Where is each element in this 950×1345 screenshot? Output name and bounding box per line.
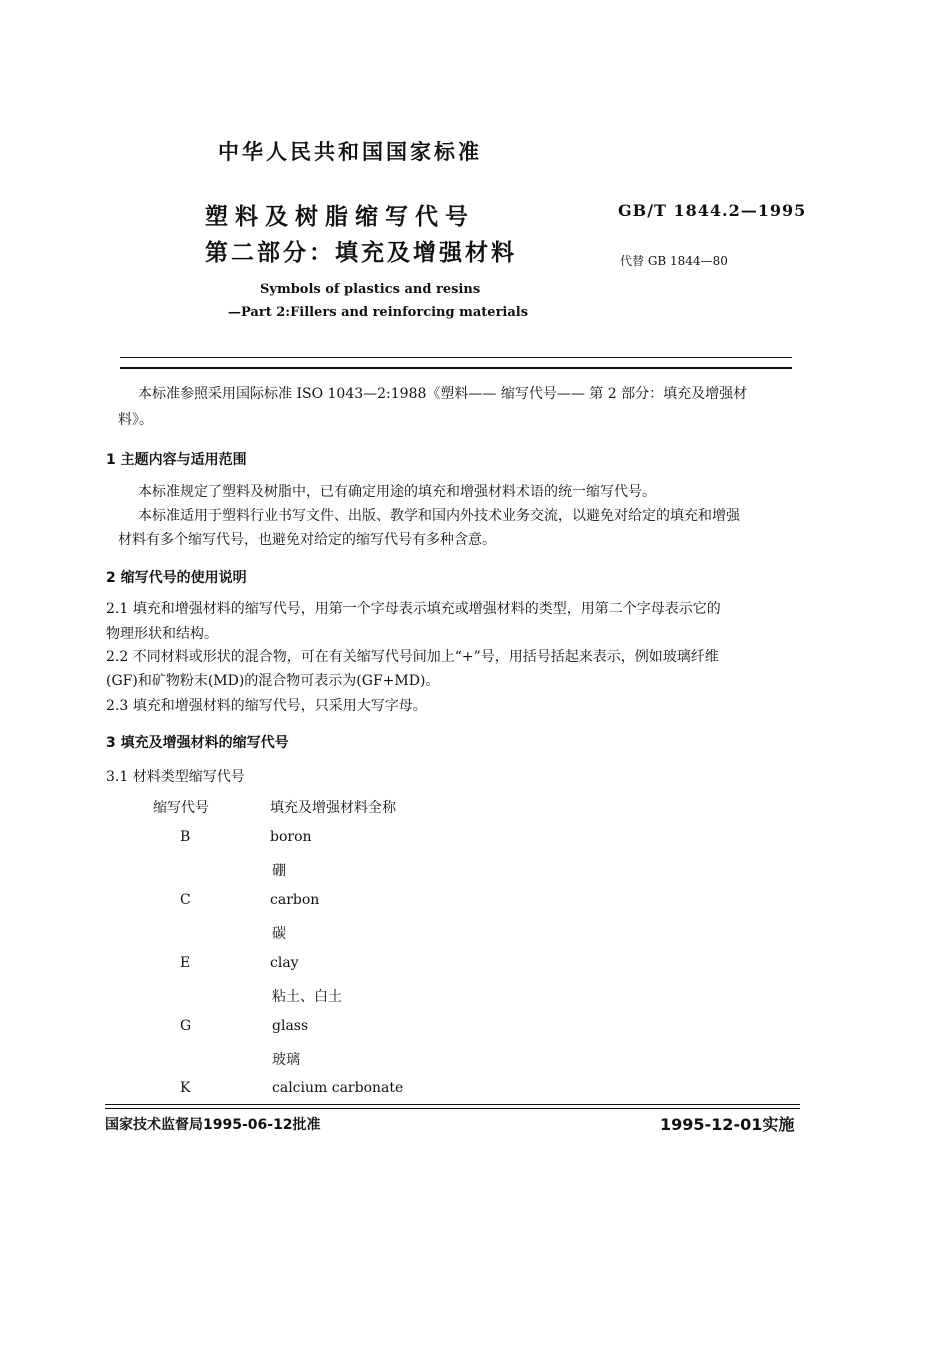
table-row-name-cn: 粘土、白土 [272, 989, 342, 1005]
title-en-line1: Symbols of plastics and resins [260, 282, 481, 297]
title-cn-line1: 塑料及树脂缩写代号 [205, 204, 475, 230]
intro-line2: 料》。 [118, 412, 153, 428]
table-row-code: G [180, 1018, 192, 1034]
intro-line1: 本标准参照采用国际标准 ISO 1043—2:1988《塑料—— 缩写代号—— 第 2 部分：填充及增强材 [138, 386, 748, 402]
approval-note: 国家技术监督局1995-06-12批准 [105, 1117, 321, 1133]
footer-rule-bottom [105, 1108, 800, 1109]
section1-para2-line1: 本标准适用于塑料行业书写文件、出版、教学和国内外技术业务交流，以避免对给定的填充和增强 [138, 508, 740, 524]
standard-number: GB/T 1844.2—1995 [618, 201, 807, 220]
section2-2-line2: (GF)和矿物粉末(MD)的混合物可表示为(GF+MD)。 [106, 673, 440, 689]
header-rule-top [120, 357, 792, 358]
table-row-name-en: boron [270, 829, 312, 845]
table-row-code: E [180, 955, 191, 971]
table-row-name-en: clay [270, 955, 299, 971]
table-header-code: 缩写代号 [153, 800, 209, 816]
section2-2-line1: 2.2 不同材料或形状的混合物，可在有关缩写代号间加上“+”号，用括号括起来表示，例如玻璃纤维 [106, 649, 719, 665]
table-row-code: K [180, 1080, 191, 1096]
section2-3: 2.3 填充和增强材料的缩写代号，只采用大写字母。 [106, 698, 427, 714]
table-row-name-en: calcium carbonate [272, 1080, 404, 1096]
section1-para1: 本标准规定了塑料及树脂中，已有确定用途的填充和增强材料术语的统一缩写代号。 [138, 484, 656, 500]
table-row-code: B [180, 829, 191, 845]
section2-1-line1: 2.1 填充和增强材料的缩写代号，用第一个字母表示填充或增强材料的类型，用第二个字母表示它的 [106, 601, 721, 617]
section3-heading: 3 填充及增强材料的缩写代号 [106, 735, 289, 751]
table-row-name-cn: 玻璃 [272, 1052, 300, 1068]
implementation-date: 1995-12-01实施 [660, 1115, 795, 1134]
table-row-name-en: carbon [270, 892, 320, 908]
footer-rule-top [105, 1104, 800, 1105]
table-row-name-cn: 硼 [272, 863, 286, 879]
replaces-note: 代替 GB 1844—80 [620, 254, 728, 268]
table-row-name-cn: 碳 [272, 926, 286, 942]
section2-heading: 2 缩写代号的使用说明 [106, 570, 247, 586]
title-en-line2: —Part 2:Fillers and reinforcing materials [228, 305, 529, 320]
table-header-name: 填充及增强材料全称 [270, 800, 396, 816]
table-row-code: C [180, 892, 191, 908]
section1-heading: 1 主题内容与适用范围 [106, 452, 247, 468]
table-row-name-en: glass [272, 1018, 309, 1034]
section2-1-line2: 物理形状和结构。 [106, 626, 218, 642]
title-cn-line2: 第二部分：填充及增强材料 [205, 240, 517, 266]
header-rule-bottom [120, 367, 792, 369]
national-standard-label: 中华人民共和国国家标准 [218, 140, 482, 164]
section1-para2-line2: 材料有多个缩写代号，也避免对给定的缩写代号有多种含意。 [118, 532, 496, 548]
section3-1-heading: 3.1 材料类型缩写代号 [106, 769, 245, 785]
